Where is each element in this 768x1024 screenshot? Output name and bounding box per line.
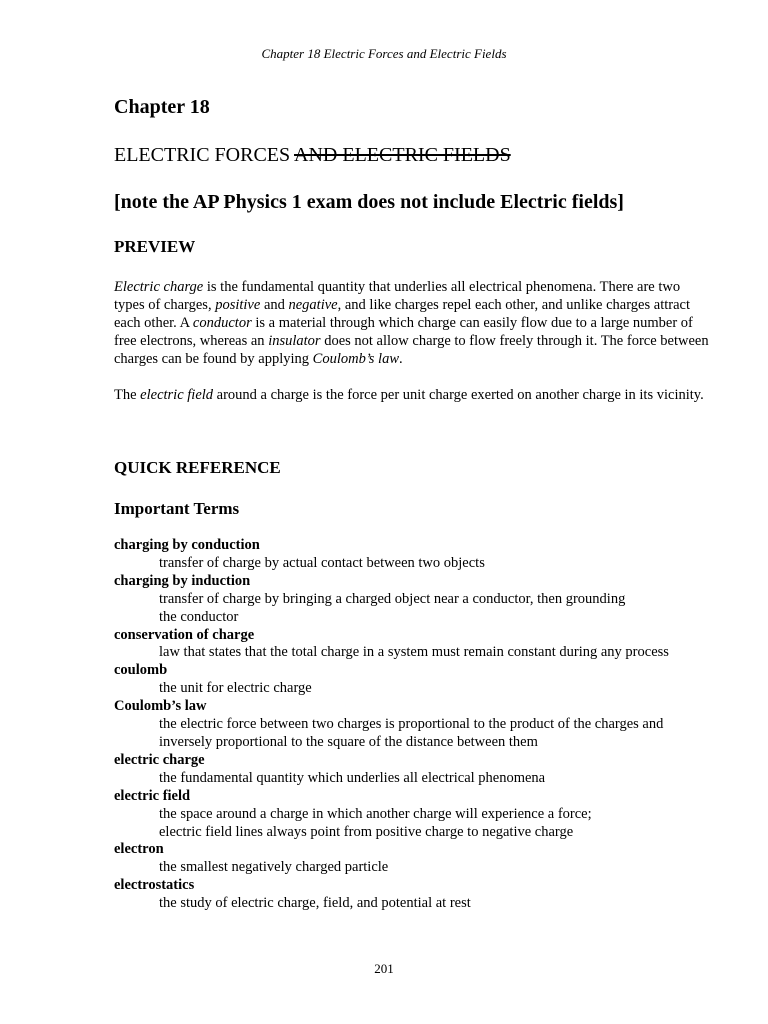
- glossary-definition-line: the smallest negatively charged particle: [159, 859, 389, 876]
- term-insulator: insulator: [268, 333, 321, 349]
- preview-paragraph-2: [114, 386, 714, 404]
- text-run: , and like charges repel each other, and unlike charges attract each other. A: [114, 297, 690, 331]
- glossary-definition-line: the conductor: [159, 608, 239, 625]
- glossary-term: electron: [114, 841, 164, 858]
- term-electric-field: electric field: [140, 387, 214, 403]
- glossary-definition-line: the electric force between two charges is proportional to the product of the charges and: [159, 716, 664, 733]
- text-run: The: [114, 387, 141, 403]
- text-run: is the fundamental quantity that underlies all electrical phenomena. There are two types of charges,: [114, 279, 681, 313]
- text-run: does not allow charge to flow freely through it. The force between charges can be found by applying: [114, 333, 709, 367]
- quick-reference-heading: QUICK REFERENCE: [114, 458, 281, 477]
- glossary-definition-line: law that states that the total charge in a system must remain constant during any process: [159, 644, 669, 661]
- term-negative: negative: [288, 297, 338, 313]
- preview-heading: PREVIEW: [114, 237, 196, 256]
- glossary-item: [114, 788, 714, 842]
- glossary-definition-line: the unit for electric charge: [159, 680, 312, 697]
- glossary-definition-line: the fundamental quantity which underlies all electrical phenomena: [159, 769, 546, 786]
- glossary-definition-line: inversely proportional to the square of the distance between them: [159, 733, 538, 750]
- glossary-term: coulomb: [114, 662, 168, 679]
- glossary-definition-line: transfer of charge by bringing a charged object near a conductor, then grounding: [159, 590, 626, 607]
- glossary-term: Coulomb’s law: [114, 698, 207, 715]
- text-run: .: [399, 351, 403, 367]
- preview-paragraph-1: [114, 278, 714, 368]
- chapter-title-struck: AND ELECTRIC FIELDS: [294, 144, 511, 166]
- glossary-definition-line: electric field lines always point from positive charge to negative charge: [159, 823, 574, 840]
- running-header: Chapter 18 Electric Forces and Electric Fields: [261, 46, 507, 61]
- glossary-item: [114, 537, 714, 573]
- term-electric-charge: Electric charge: [114, 279, 204, 295]
- glossary-definition-line: transfer of charge by actual contact between two objects: [159, 554, 485, 571]
- glossary-item: [114, 752, 714, 788]
- chapter-number: Chapter 18: [114, 96, 210, 118]
- text-run: and: [260, 297, 289, 313]
- exam-note: [note the AP Physics 1 exam does not include Electric fields]: [114, 191, 624, 213]
- page-number: 201: [374, 961, 394, 976]
- term-conductor: conductor: [192, 315, 252, 331]
- glossary-term: charging by conduction: [114, 537, 260, 553]
- glossary-definition-line: the space around a charge in which another charge will experience a force;: [159, 805, 592, 822]
- important-terms-heading: Important Terms: [114, 499, 240, 518]
- glossary-term: charging by induction: [114, 572, 251, 589]
- chapter-title: [114, 143, 511, 167]
- glossary-item: [114, 877, 714, 913]
- glossary-list: [114, 537, 714, 913]
- glossary-definition-line: the study of electric charge, field, and potential at rest: [159, 895, 471, 912]
- glossary-term: electric charge: [114, 751, 205, 768]
- text-run: is a material through which charge can easily flow due to a large number of free electrons, whereas an: [114, 315, 693, 349]
- term-coulombs-law: Coulomb’s law: [312, 351, 400, 367]
- glossary-item: [114, 627, 714, 663]
- glossary-term: electrostatics: [114, 877, 195, 894]
- text-run: around a charge is the force per unit charge exerted on another charge in its vicinity.: [213, 387, 704, 403]
- glossary-term: electric field: [114, 787, 191, 804]
- glossary-item: [114, 698, 714, 752]
- glossary-item: [114, 573, 714, 627]
- chapter-title-main: ELECTRIC FORCES: [114, 144, 295, 166]
- glossary-item: [114, 841, 714, 877]
- term-positive: positive: [215, 297, 261, 313]
- glossary-item: [114, 662, 714, 698]
- glossary-term: conservation of charge: [114, 626, 255, 643]
